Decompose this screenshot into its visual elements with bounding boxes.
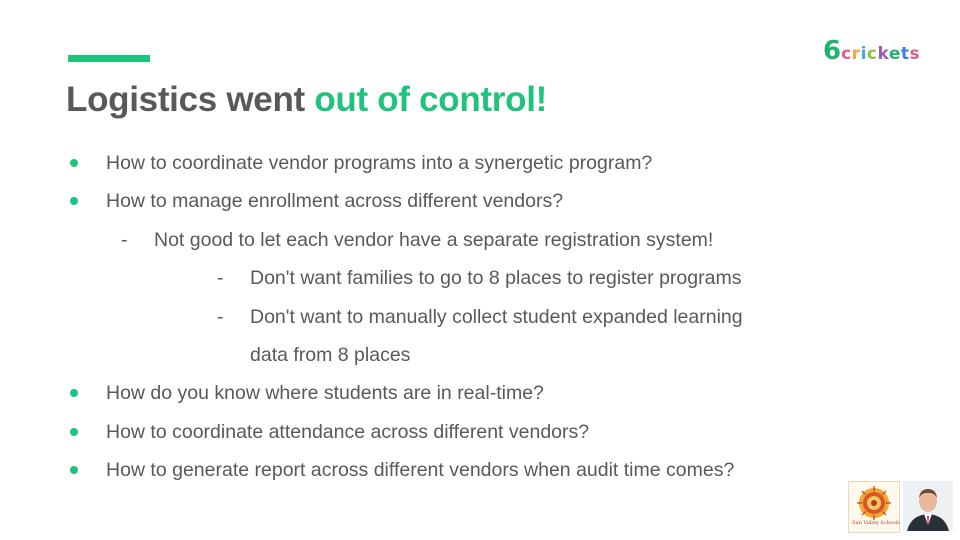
list-item: data from 8 places: [250, 344, 411, 366]
bullet-icon: [70, 159, 78, 167]
school-logo: [848, 481, 900, 533]
list-item: Don't want families to go to 8 places to register programs: [250, 267, 742, 289]
person-portrait-icon: [903, 481, 953, 531]
title-prefix: Logistics went: [66, 80, 315, 119]
list-item: How do you know where students are in real-time?: [106, 382, 544, 404]
corner-logos: [846, 481, 954, 533]
bullet-icon: [70, 466, 78, 474]
list-item: How to coordinate attendance across different vendors?: [106, 421, 590, 443]
6crickets-logo: 6crickets: [823, 36, 921, 66]
school-name: Sun Valley Schools: [852, 520, 900, 526]
list-item: Not good to let each vendor have a separate registration system!: [154, 229, 714, 251]
list-item: Don't want to manually collect student expanded learning: [250, 306, 743, 328]
presenter-photo: [903, 481, 953, 531]
list-item: How to coordinate vendor programs into a synergetic program?: [106, 152, 653, 174]
dash-bullet-icon: -: [121, 229, 128, 251]
dash-bullet-icon: -: [217, 306, 224, 328]
bullet-icon: [70, 428, 78, 436]
sun-seal-icon: [856, 485, 892, 521]
dash-bullet-icon: -: [217, 267, 224, 289]
list-item: How to manage enrollment across different vendors?: [106, 190, 564, 212]
title-accent-bar: [68, 55, 150, 62]
list-item: How to generate report across different vendors when audit time comes?: [106, 459, 735, 481]
bullet-icon: [70, 197, 78, 205]
slide-title: [66, 80, 547, 120]
bullet-icon: [70, 389, 78, 397]
title-highlight: out of control!: [314, 80, 547, 119]
